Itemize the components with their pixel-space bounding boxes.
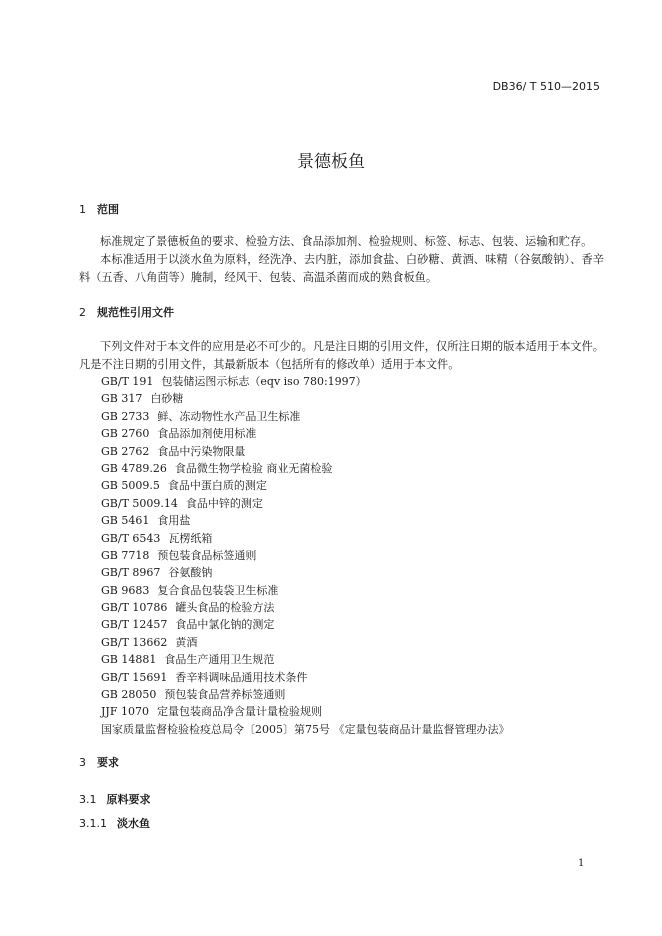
reference-title: 食品中氯化钠的测定 <box>175 618 275 632</box>
reference-code: GB 5009.5 <box>101 479 160 493</box>
scope-paragraph-1: 标准规定了景德板鱼的要求、检验方法、食品添加剂、检验规则、标签、标志、包装、运输和贮存。 <box>100 235 593 248</box>
reference-title: 定量包装商品净含量计量检验规则 <box>156 705 322 719</box>
reference-item <box>101 477 510 494</box>
reference-code: GB 28050 <box>101 688 157 702</box>
scope-paragraph-2: 本标准适用于以淡水鱼为原料，经洗净、去内脏，添加食盐、白砂糖、黄酒、味精（谷氨酸钠）、香辛料（五香、八角茴等）腌制，经风干、包装、高温杀菌而成的熟食板鱼。 <box>79 253 604 284</box>
reference-title: 谷氨酸钠 <box>168 566 213 580</box>
reference-code: GB 9683 <box>101 583 150 597</box>
reference-code: GB 5461 <box>101 514 150 528</box>
subsection-title: 原料要求 <box>106 793 151 806</box>
standard-number: DB36/ T 510—2015 <box>492 80 600 93</box>
reference-title: 国家质量监督检验检疫总局令〔2005〕第75号 《定量包装商品计量监督管理办法》 <box>101 722 510 736</box>
reference-title: 香辛料调味品通用技术条件 <box>175 670 308 684</box>
reference-code: GB/T 15691 <box>101 670 168 684</box>
reference-item <box>101 686 510 703</box>
reference-title: 食品中污染物限量 <box>157 444 246 458</box>
reference-title: 食用盐 <box>157 514 191 528</box>
reference-code: JJF 1070 <box>101 705 149 719</box>
reference-item <box>101 634 510 651</box>
reference-code: GB/T 8967 <box>101 566 161 580</box>
section-title: 要求 <box>97 756 119 769</box>
reference-title: 罐头食品的检验方法 <box>175 601 275 615</box>
reference-title: 食品中锌的测定 <box>185 496 263 510</box>
subsection-number: 3.1 <box>79 793 97 806</box>
reference-code: GB 4789.26 <box>101 461 167 475</box>
reference-code: GB 2733 <box>101 409 150 423</box>
reference-item <box>101 373 510 390</box>
section-1-heading <box>79 201 119 217</box>
reference-title: 包装储运图示标志（eqv iso 780:1997） <box>161 375 367 388</box>
reference-item <box>101 564 510 581</box>
reference-item <box>101 616 510 633</box>
reference-title: 复合食品包装袋卫生标准 <box>157 583 279 597</box>
reference-item <box>101 512 510 529</box>
reference-code: GB 14881 <box>101 653 157 667</box>
reference-item <box>101 495 510 512</box>
reference-list <box>101 373 510 738</box>
reference-title: 食品生产通用卫生规范 <box>164 653 275 667</box>
reference-code: GB 2760 <box>101 427 150 441</box>
reference-item <box>101 390 510 407</box>
reference-title: 食品微生物学检验 商业无菌检验 <box>174 461 333 475</box>
normative-intro: 下列文件对于本文件的应用是必不可少的。凡是注日期的引用文件，仅所注日期的版本适用于本文件。凡是不注日期的引用文件，其最新版本（包括所有的修改单）适用于本文件。 <box>79 340 604 371</box>
reference-code: GB/T 191 <box>101 375 154 388</box>
reference-code: GB 2762 <box>101 444 150 458</box>
page-number: 1 <box>578 858 585 869</box>
section-title: 范围 <box>97 203 119 216</box>
section-number: 2 <box>79 306 86 319</box>
reference-code: GB/T 5009.14 <box>101 496 178 510</box>
reference-code: GB/T 12457 <box>101 618 168 632</box>
reference-title: 预包装食品标签通则 <box>157 548 257 562</box>
reference-item <box>101 703 510 720</box>
reference-item <box>101 425 510 442</box>
reference-code: GB 317 <box>101 392 143 406</box>
section-3-heading <box>79 754 119 770</box>
reference-item <box>101 582 510 599</box>
reference-item <box>101 547 510 564</box>
reference-title: 白砂糖 <box>150 392 184 406</box>
reference-item <box>101 721 510 738</box>
subsection-3-1-heading <box>79 791 151 807</box>
reference-code: GB/T 13662 <box>101 635 168 649</box>
subsection-3-1-1-heading <box>79 815 150 831</box>
reference-title: 食品添加剂使用标准 <box>157 427 257 441</box>
reference-title: 瓦楞纸箱 <box>168 531 213 545</box>
section-number: 1 <box>79 203 86 216</box>
reference-title: 鲜、冻动物性水产品卫生标准 <box>157 409 301 423</box>
subsection-number: 3.1.1 <box>79 817 107 830</box>
section-number: 3 <box>79 756 86 769</box>
section-title: 规范性引用文件 <box>97 306 174 319</box>
reference-item <box>101 460 510 477</box>
document-title: 景德板鱼 <box>297 152 365 172</box>
reference-item <box>101 651 510 668</box>
reference-item <box>101 443 510 460</box>
subsection-title: 淡水鱼 <box>117 817 150 830</box>
section-2-heading <box>79 304 174 320</box>
reference-code: GB 7718 <box>101 548 150 562</box>
reference-title: 黄酒 <box>175 635 198 649</box>
reference-item <box>101 669 510 686</box>
reference-title: 食品中蛋白质的测定 <box>167 479 267 493</box>
reference-item <box>101 408 510 425</box>
reference-title: 预包装食品营养标签通则 <box>164 688 286 702</box>
reference-item <box>101 530 510 547</box>
reference-code: GB/T 10786 <box>101 601 168 615</box>
reference-code: GB/T 6543 <box>101 531 161 545</box>
reference-item <box>101 599 510 616</box>
